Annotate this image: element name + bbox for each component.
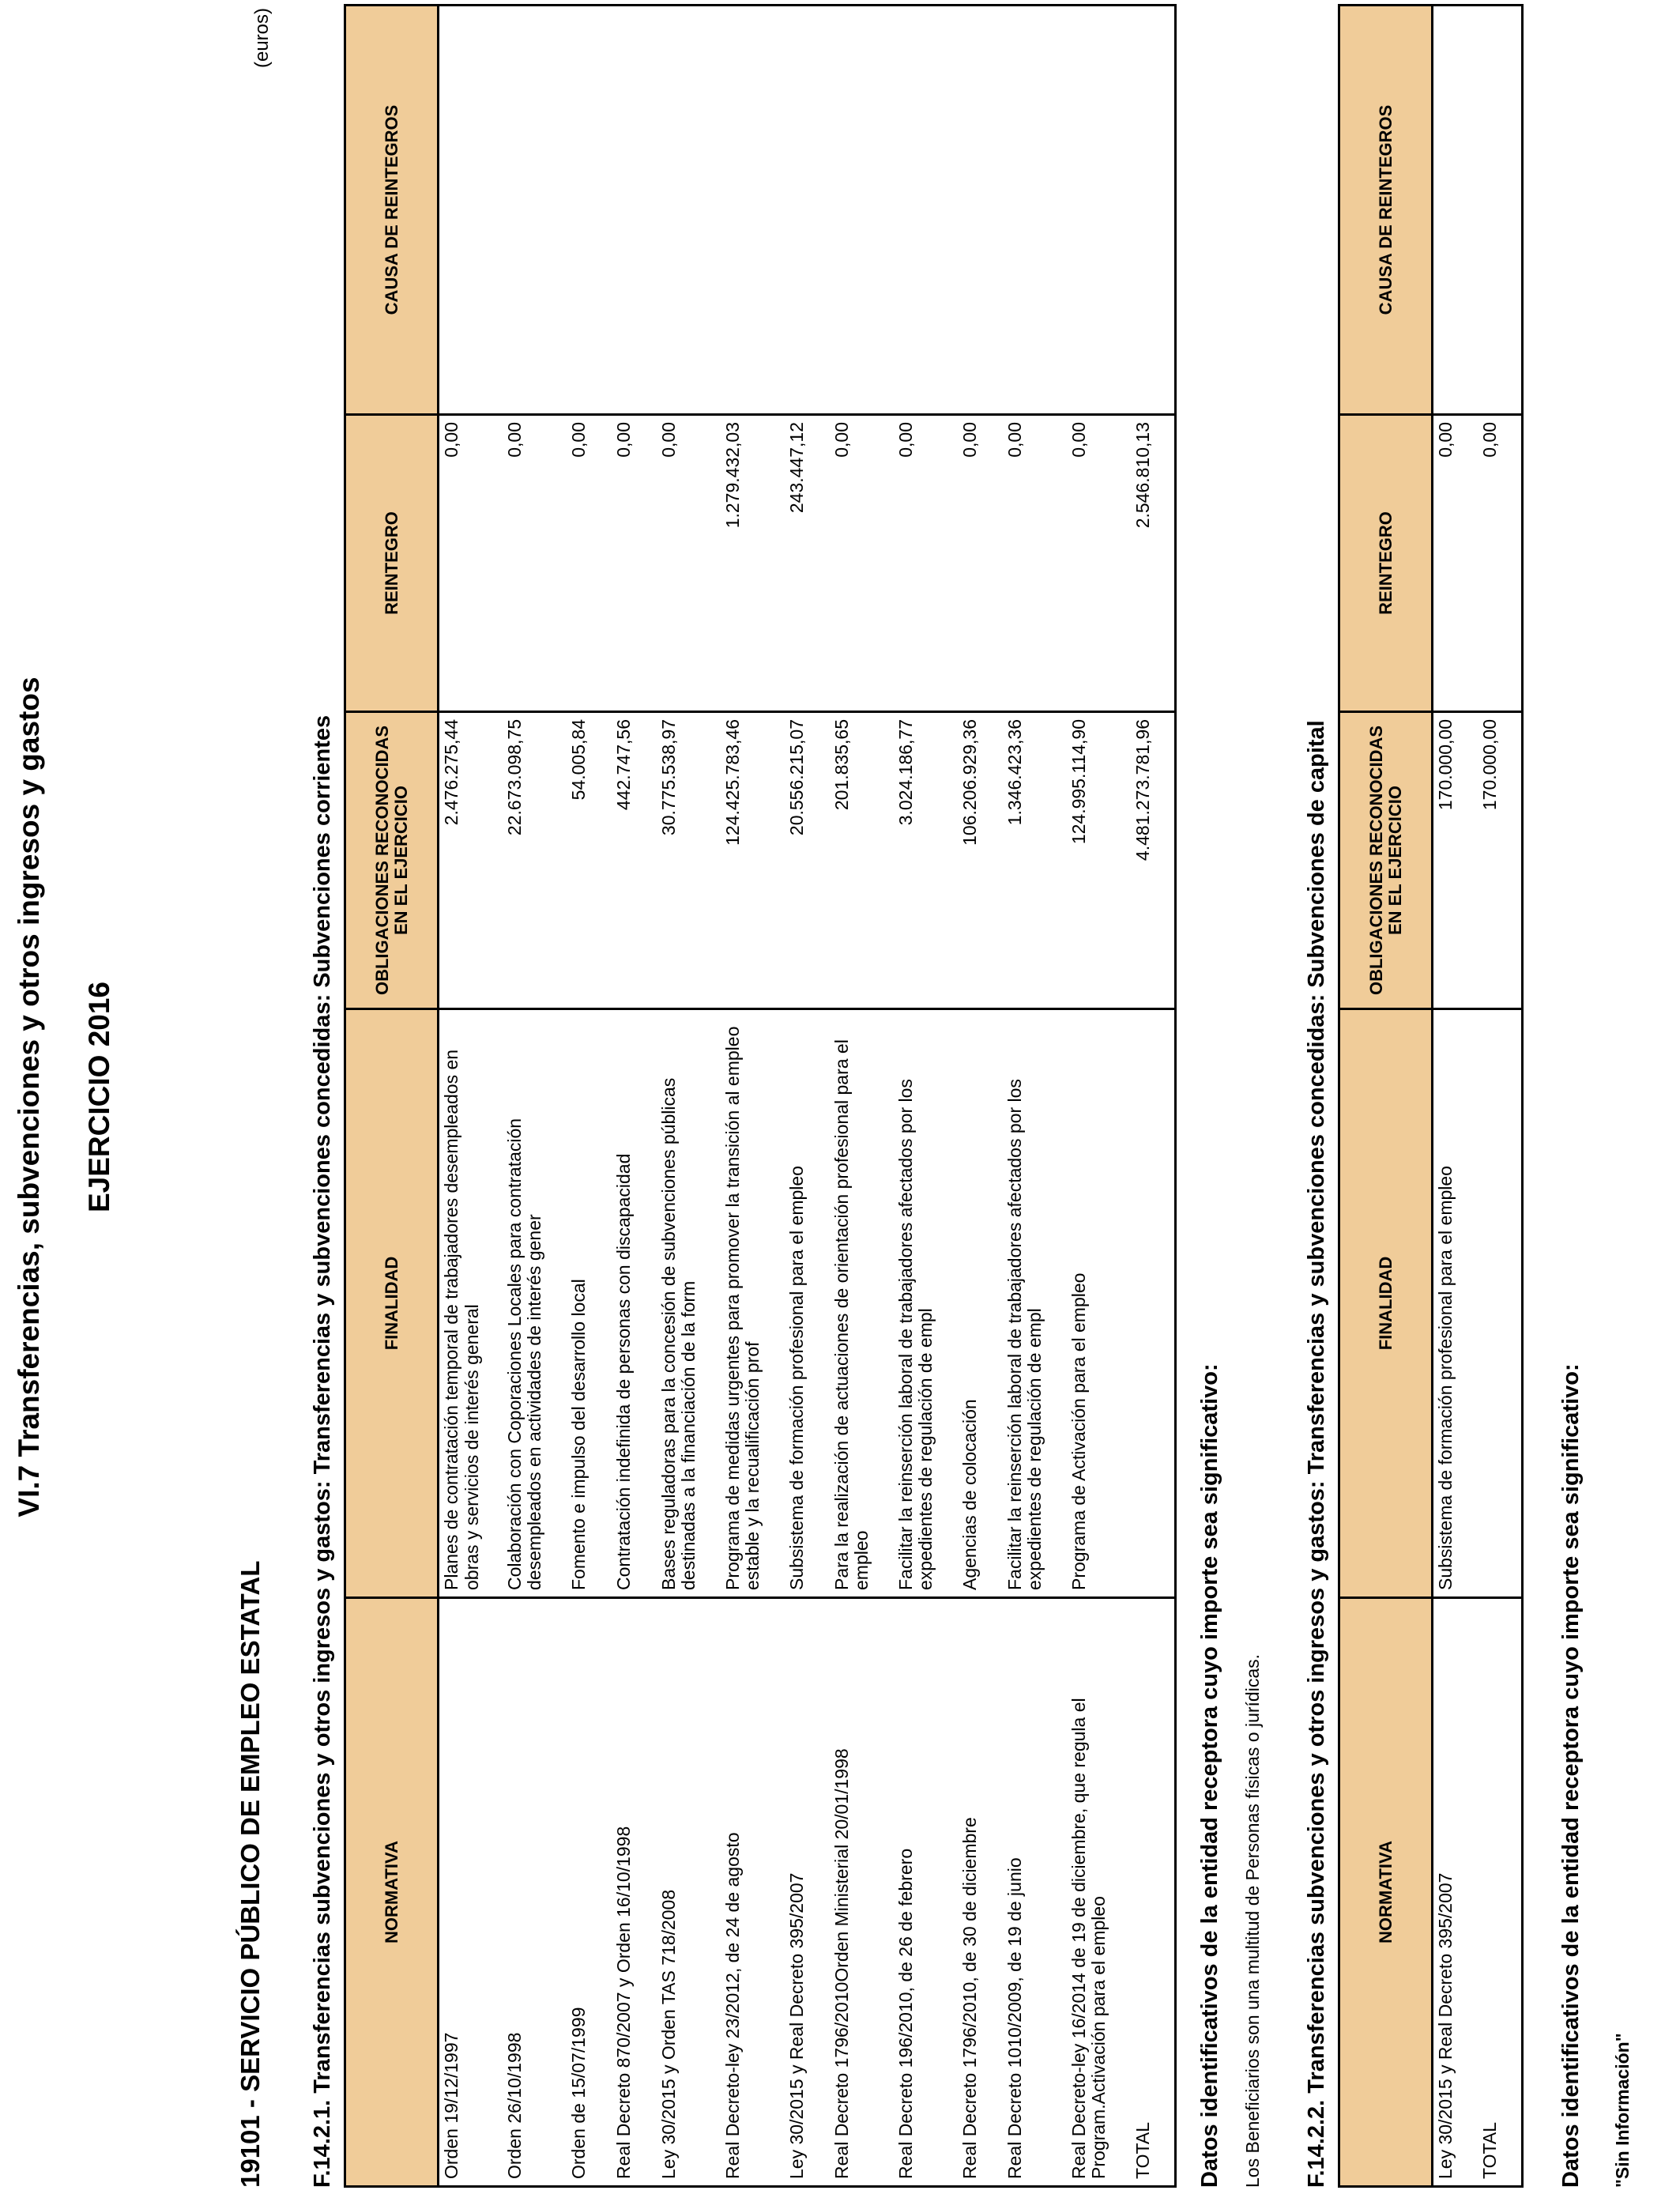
table-row (439, 6, 503, 2187)
units-label: (euros) (251, 7, 273, 68)
section1-datos-text: Los Beneficiarios son una multitud de Personas físicas o jurídicas. (1242, 1653, 1263, 2188)
causa-cell (657, 6, 721, 415)
causa-cell (1067, 6, 1131, 415)
reintegro-cell: 0,00 (657, 415, 721, 712)
normativa-cell: Real Decreto 870/2007 y Orden 16/10/1998 (612, 1598, 657, 2187)
normativa-cell: Real Decreto 1796/2010, de 30 de diciembre (958, 1598, 1003, 2187)
obligaciones-cell: 201.835,65 (830, 712, 894, 1009)
total-obligaciones: 4.481.273.781,96 (1131, 712, 1176, 1009)
reintegro-cell: 0,00 (567, 415, 612, 712)
causa-cell (958, 6, 1003, 415)
reintegro-cell: 0,00 (1003, 415, 1067, 712)
finalidad-cell: Programa de Activación para el empleo (1067, 1009, 1131, 1598)
section2-title: F.14.2.2. Transferencias subvenciones y otros ingresos y gastos: Transferencias y subvenciones concedidas: Subvenciones de capital (1304, 720, 1329, 2188)
causa-cell (894, 6, 958, 415)
total-label: TOTAL (1131, 1598, 1176, 2187)
finalidad-cell: Subsistema de formación profesional para el empleo (785, 1009, 830, 1598)
ejercicio-heading: EJERCICIO 2016 (83, 981, 115, 1213)
finalidad-cell: Planes de contratación temporal de trabajadores desempleados en obras y servicios de interés general (439, 1009, 503, 1598)
finalidad-cell: Programa de medidas urgentes para promover la transición al empleo estable y la recualificación prof (721, 1009, 785, 1598)
normativa-cell: Ley 30/2015 y Orden TAS 718/2008 (657, 1598, 721, 2187)
section2-datos-text: "Sin Información" (1612, 2033, 1633, 2188)
total-row (1131, 6, 1176, 2187)
finalidad-cell: Subsistema de formación profesional para el empleo (1433, 1009, 1478, 1598)
total-finalidad-cell (1478, 1009, 1523, 1598)
obligaciones-cell: 3.024.186,77 (894, 712, 958, 1009)
obligaciones-cell: 22.673.098,75 (503, 712, 567, 1009)
header-obligaciones: OBLIGACIONES RECONOCIDAS EN EL EJERCICIO (345, 712, 439, 1009)
normativa-cell: Orden 19/12/1997 (439, 1598, 503, 2187)
normativa-cell: Real Decreto 196/2010, de 26 de febrero (894, 1598, 958, 2187)
reintegro-cell: 0,00 (1433, 415, 1478, 712)
header-finalidad: FINALIDAD (345, 1009, 439, 1598)
table-header-row (1339, 6, 1433, 2187)
reintegro-cell: 0,00 (439, 415, 503, 712)
total-row (1478, 6, 1523, 2187)
obligaciones-cell: 170.000,00 (1433, 712, 1478, 1009)
causa-cell (503, 6, 567, 415)
normativa-cell: Real Decreto-ley 23/2012, de 24 de agosto (721, 1598, 785, 2187)
normativa-cell: Ley 30/2015 y Real Decreto 395/2007 (1433, 1598, 1478, 2187)
table-row (721, 6, 785, 2187)
reintegro-cell: 243.447,12 (785, 415, 830, 712)
table-row (830, 6, 894, 2187)
subvenciones-corrientes-table (344, 4, 1177, 2188)
table-row (894, 6, 958, 2187)
causa-cell (1433, 6, 1478, 415)
table-row (1003, 6, 1067, 2187)
causa-cell (439, 6, 503, 415)
obligaciones-cell: 20.556.215,07 (785, 712, 830, 1009)
section1-title: F.14.2.1. Transferencias subvenciones y otros ingresos y gastos: Transferencias y subvenciones concedidas: Subvenciones corrientes (310, 714, 335, 2188)
total-obligaciones: 170.000,00 (1478, 712, 1523, 1009)
normativa-cell: Real Decreto 1010/2009, de 19 de junio (1003, 1598, 1067, 2187)
normativa-cell: Orden 26/10/1998 (503, 1598, 567, 2187)
reintegro-cell: 1.279.432,03 (721, 415, 785, 712)
total-reintegro: 0,00 (1478, 415, 1523, 712)
obligaciones-cell: 54.005,84 (567, 712, 612, 1009)
subvenciones-capital-table (1338, 4, 1524, 2188)
header-obligaciones: OBLIGACIONES RECONOCIDAS EN EL EJERCICIO (1339, 712, 1433, 1009)
normativa-cell: Orden de 15/07/1999 (567, 1598, 612, 2187)
table-row (567, 6, 612, 2187)
total-label: TOTAL (1478, 1598, 1523, 2187)
obligaciones-cell: 30.775.538,97 (657, 712, 721, 1009)
table-row (612, 6, 657, 2187)
finalidad-cell: Bases reguladoras para la concesión de subvenciones públicas destinadas a la financiación de la form (657, 1009, 721, 1598)
obligaciones-cell: 124.995.114,90 (1067, 712, 1131, 1009)
table-row (785, 6, 830, 2187)
section2-datos-title: Datos identificativos de la entidad receptora cuyo importe sea significativo: (1558, 1363, 1584, 2188)
header-reintegro: REINTEGRO (1339, 415, 1433, 712)
reintegro-cell: 0,00 (894, 415, 958, 712)
normativa-cell: Ley 30/2015 y Real Decreto 395/2007 (785, 1598, 830, 2187)
total-reintegro: 2.546.810,13 (1131, 415, 1176, 712)
table-header-row (345, 6, 439, 2187)
finalidad-cell: Facilitar la reinserción laboral de trabajadores afectados por los expedientes de regulación de empl (1003, 1009, 1067, 1598)
reintegro-cell: 0,00 (958, 415, 1003, 712)
reintegro-cell: 0,00 (503, 415, 567, 712)
organism-title: 19101 - SERVICIO PÚBLICO DE EMPLEO ESTATAL (235, 1560, 265, 2188)
table-row (503, 6, 567, 2187)
obligaciones-cell: 124.425.783,46 (721, 712, 785, 1009)
total-causa-cell (1478, 6, 1523, 415)
table-row (1433, 6, 1478, 2187)
causa-cell (721, 6, 785, 415)
table-row (1067, 6, 1131, 2187)
normativa-cell: Real Decreto-ley 16/2014 de 19 de diciembre, que regula el Program.Activación para el empleo (1067, 1598, 1131, 2187)
header-normativa: NORMATIVA (1339, 1598, 1433, 2187)
total-causa-cell (1131, 6, 1176, 415)
finalidad-cell: Contratación indefinida de personas con discapacidad (612, 1009, 657, 1598)
reintegro-cell: 0,00 (830, 415, 894, 712)
header-causa: CAUSA DE REINTEGROS (345, 6, 439, 415)
obligaciones-cell: 106.206.929,36 (958, 712, 1003, 1009)
section1-datos-title: Datos identificativos de la entidad receptora cuyo importe sea significativo: (1197, 1363, 1222, 2188)
reintegro-cell: 0,00 (1067, 415, 1131, 712)
obligaciones-cell: 442.747,56 (612, 712, 657, 1009)
finalidad-cell: Agencias de colocación (958, 1009, 1003, 1598)
header-finalidad: FINALIDAD (1339, 1009, 1433, 1598)
causa-cell (830, 6, 894, 415)
report-title: VI.7 Transferencias, subvenciones y otros ingresos y gastos (13, 677, 45, 1517)
causa-cell (1003, 6, 1067, 415)
table-row (657, 6, 721, 2187)
finalidad-cell: Facilitar la reinserción laboral de trabajadores afectados por los expedientes de regulación de empl (894, 1009, 958, 1598)
obligaciones-cell: 1.346.423,36 (1003, 712, 1067, 1009)
header-normativa: NORMATIVA (345, 1598, 439, 2187)
causa-cell (785, 6, 830, 415)
obligaciones-cell: 2.476.275,44 (439, 712, 503, 1009)
causa-cell (612, 6, 657, 415)
causa-cell (567, 6, 612, 415)
finalidad-cell: Colaboración con Coporaciones Locales para contratación desempleados en actividades de interés gener (503, 1009, 567, 1598)
header-causa: CAUSA DE REINTEGROS (1339, 6, 1433, 415)
finalidad-cell: Para la realización de actuaciones de orientación profesional para el empleo (830, 1009, 894, 1598)
reintegro-cell: 0,00 (612, 415, 657, 712)
normativa-cell: Real Decreto 1796/2010Orden Ministerial 20/01/1998 (830, 1598, 894, 2187)
total-finalidad-cell (1131, 1009, 1176, 1598)
finalidad-cell: Fomento e impulso del desarrollo local (567, 1009, 612, 1598)
table-row (958, 6, 1003, 2187)
header-reintegro: REINTEGRO (345, 415, 439, 712)
